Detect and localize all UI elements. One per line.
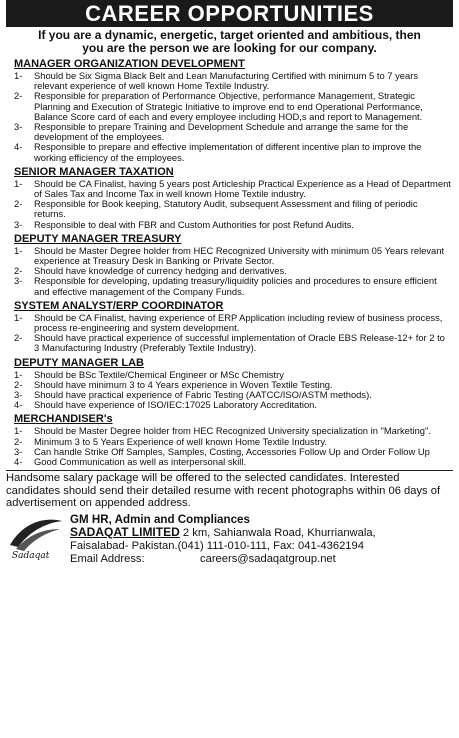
item-number: 1- — [14, 177, 23, 189]
job-section — [14, 166, 451, 230]
address-line-2: Faisalabad- Pakistan.(041) 111-010-111, Fax: 041-4362194 — [70, 539, 364, 552]
list-item — [14, 179, 451, 199]
list-item — [14, 457, 451, 467]
list-item — [14, 220, 451, 230]
divider — [6, 470, 453, 471]
item-text: Should be CA Finalist, having 5 years post Articleship Practical Experience as a Head of Department of Sales Tax and Income Tax in well known Home Textile industry. — [34, 177, 451, 200]
list-item — [14, 122, 451, 142]
address-street: 2 km, Sahianwala Road, Khurrianwala, — [179, 526, 376, 539]
contact-heading: GM HR, Admin and Compliances — [70, 512, 250, 526]
company-logo — [6, 513, 70, 569]
list-item — [14, 199, 451, 219]
section-title: MANAGER ORGANIZATION DEVELOPMENT — [14, 58, 245, 70]
requirement-list — [14, 246, 451, 297]
intro-line-2: you are the person we are looking for our company. — [82, 41, 377, 55]
intro-text — [6, 29, 453, 55]
item-text: Should be Six Sigma Black Belt and Lean Manufacturing Certified with minimum 5 to 7 years relevant experience of well known Home Textile Industry. — [34, 70, 419, 92]
item-text: Should have practical experience of Fabric Testing (AATCC/ISO/ASTM methods). — [34, 389, 372, 401]
item-number: 2- — [14, 378, 23, 390]
email-link[interactable]: careers@sadaqatgroup.net — [200, 552, 336, 565]
job-section — [14, 58, 451, 163]
logo-swoosh-icon — [6, 515, 66, 555]
item-number: 1- — [14, 368, 23, 380]
item-number: 2- — [14, 435, 23, 447]
item-number: 2- — [14, 90, 23, 102]
list-item — [14, 400, 451, 410]
requirement-list — [14, 426, 451, 467]
item-number: 4- — [14, 456, 23, 468]
section-title: SYSTEM ANALYST/ERP COORDINATOR — [14, 299, 224, 312]
company-name: SADAQAT LIMITED — [70, 524, 180, 539]
item-text: Should have minimum 3 to 4 Years experience in Woven Textile Testing. — [34, 378, 333, 390]
item-number: 4- — [14, 141, 23, 153]
item-text: Responsible for developing, updating treasury/liquidity policies and procedures to ensure efficient and effective management of the Company Funds. — [34, 275, 437, 297]
item-number: 2- — [14, 265, 23, 277]
section-title: DEPUTY MANAGER TREASURY — [14, 232, 182, 245]
job-section — [14, 300, 451, 354]
contact-details — [70, 513, 453, 569]
item-number: 1- — [14, 311, 23, 323]
job-section — [14, 413, 451, 467]
item-text: Should be BSc Textile/Chemical Engineer or MSc Chemistry — [34, 368, 284, 380]
intro-line-1: If you are a dynamic, energetic, target oriented and ambitious, then — [38, 28, 421, 42]
address-line-1 — [70, 526, 453, 540]
email-row — [70, 553, 453, 566]
item-text: Responsible to prepare and effective implementation of different incentive plan to improve the working efficiency of the employees. — [34, 141, 422, 163]
item-text: Responsible to prepare Training and Development Schedule and arrange the same for the development of the employees. — [34, 121, 409, 143]
item-number: 3- — [14, 389, 23, 401]
section-title: MERCHANDISER's — [14, 413, 113, 426]
job-section — [14, 357, 451, 411]
item-number: 1- — [14, 70, 23, 81]
item-number: 4- — [14, 399, 23, 411]
list-item — [14, 313, 451, 333]
item-text: Should have knowledge of currency hedging and derivatives. — [34, 265, 287, 277]
item-text: Should be Master Degree holder from HEC Recognized University specialization in "Marketing". — [34, 425, 431, 437]
item-number: 3- — [14, 445, 23, 457]
item-number: 1- — [14, 425, 23, 437]
job-sections — [0, 58, 459, 467]
logo-text: Sadaqat — [12, 550, 50, 561]
item-number: 3- — [14, 218, 23, 230]
section-title: SENIOR MANAGER TAXATION — [14, 165, 174, 178]
contact-block — [6, 513, 453, 569]
page-title: CAREER OPPORTUNITIES — [6, 0, 453, 27]
item-number: 2- — [14, 332, 23, 344]
email-label: Email Address: — [70, 552, 145, 565]
item-text: Can handle Strike Off Samples, Samples, Costing, Accessories Follow Up and Order Follow Up — [34, 445, 430, 457]
list-item — [14, 276, 451, 296]
requirement-list — [14, 370, 451, 411]
list-item — [14, 91, 451, 122]
job-section — [14, 233, 451, 297]
item-text: Responsible for preparation of Performance Objective, performance Management, Strategic Planning and Execution of Strategic Initiative to improve end to end Operational Performance, Balance Score card of each and every employee including HOD,s and report to Management. — [34, 90, 423, 122]
item-text: Should have practical experience of successful implementation of Oracle EBS Release-12+ for 2 to 3 Manufacturing Industry (Preferably Textile Industry). — [34, 332, 445, 354]
item-text: Responsible to deal with FBR and Custom Authorities for post Refund Audits. — [34, 218, 354, 230]
item-text: Good Communication as well as interpersonal skill. — [34, 456, 247, 468]
salary-note: Handsome salary package will be offered to the selected candidates. Interested candidates should send their detailed resume with recent photographs within 06 days of advertisement on appended address. — [6, 472, 441, 510]
list-item — [14, 333, 451, 353]
list-item — [14, 246, 451, 266]
item-number: 1- — [14, 244, 23, 256]
section-title: DEPUTY MANAGER LAB — [14, 356, 144, 369]
item-text: Should be Master Degree holder from HEC Recognized University with minimum 05 Years relevant experience at Treasury Desk in Banking or Private Sector. — [34, 244, 445, 267]
item-number: 3- — [14, 121, 23, 133]
requirement-list — [14, 313, 451, 354]
item-text: Responsible for Book keeping, Statutory Audit, subsequent Assessment and filing of periodic returns. — [34, 198, 418, 220]
item-text: Minimum 3 to 5 Years Experience of well known Home Textile Industry. — [34, 435, 328, 447]
requirement-list — [14, 179, 451, 230]
list-item — [14, 142, 451, 162]
item-number: 2- — [14, 198, 23, 210]
item-text: Should be CA Finalist, having experience of ERP Application including review of business process, process re-engineering and system development. — [34, 311, 443, 334]
item-text: Should have experience of ISO/IEC:17025 Laboratory Accreditation. — [34, 399, 317, 411]
list-item — [14, 71, 451, 91]
item-number: 3- — [14, 275, 23, 287]
requirement-list — [14, 71, 451, 163]
